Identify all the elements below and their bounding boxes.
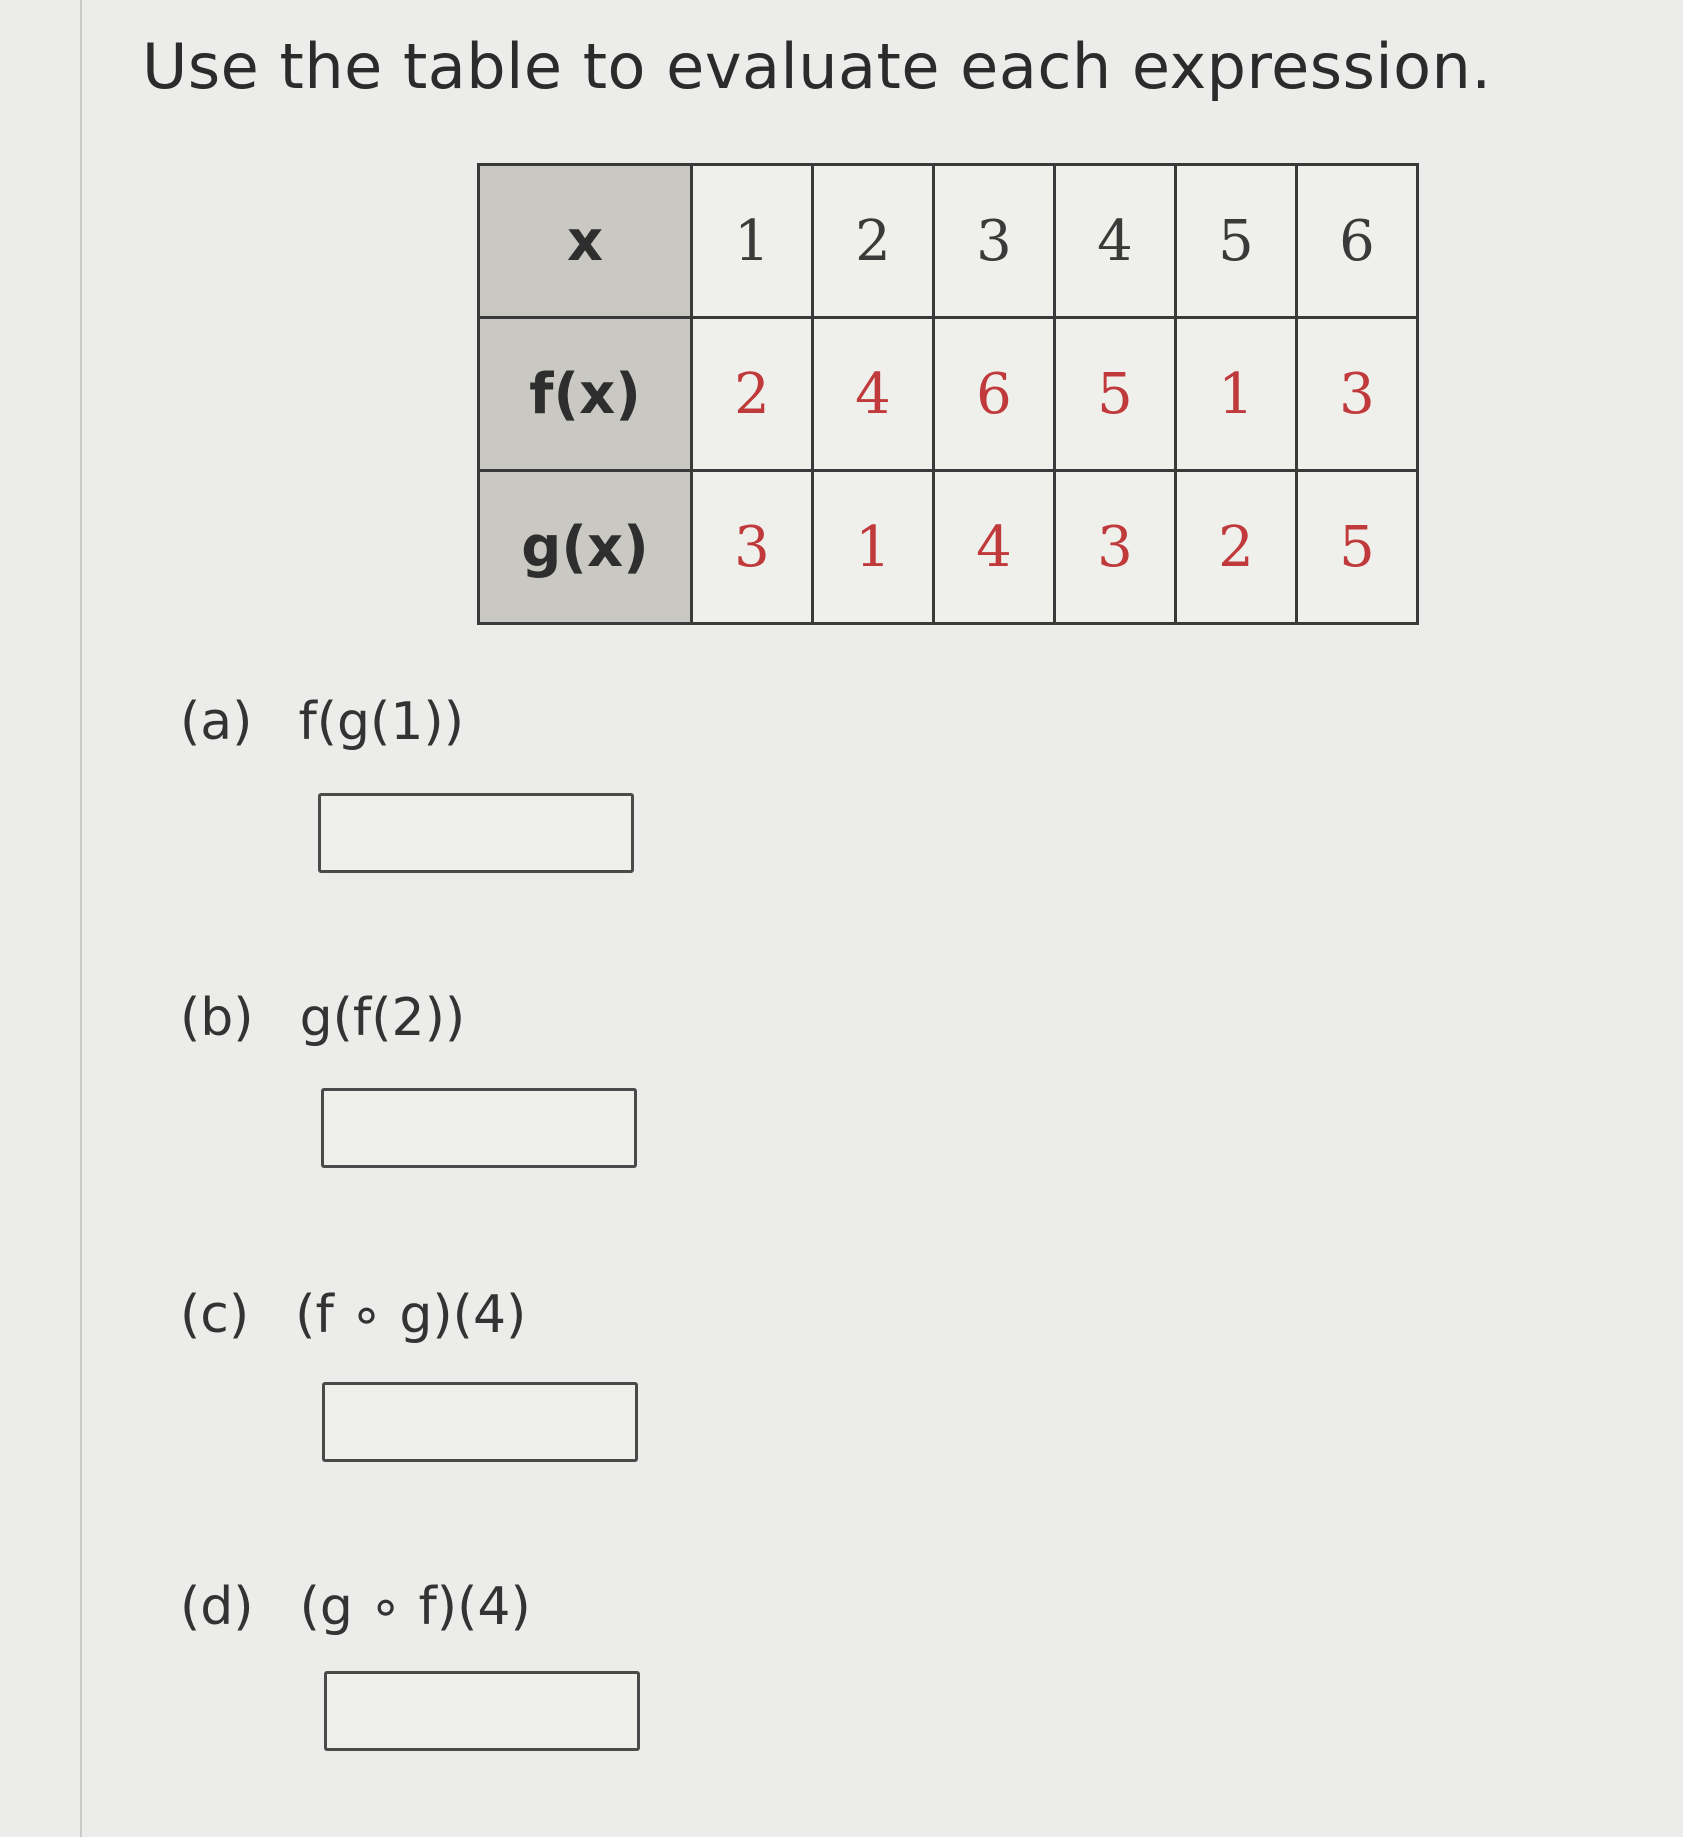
table-cell: 2 — [813, 165, 934, 318]
table-cell: 5 — [1297, 471, 1418, 624]
part-label: (c) — [180, 1285, 250, 1345]
table-cell: 5 — [1055, 318, 1176, 471]
answer-input-a[interactable] — [318, 793, 634, 873]
table-cell: 4 — [813, 318, 934, 471]
left-page-border — [80, 0, 82, 1837]
part-label: (b) — [180, 988, 254, 1048]
table-cell: 1 — [813, 471, 934, 624]
table-row-f — [479, 318, 1418, 471]
table-cell: 2 — [1176, 471, 1297, 624]
part-expression: g(f(2)) — [299, 988, 466, 1048]
table-cell: 2 — [692, 318, 813, 471]
answer-input-c[interactable] — [322, 1382, 638, 1462]
table-cell: 1 — [1176, 318, 1297, 471]
table-cell: 1 — [692, 165, 813, 318]
part-b — [180, 988, 465, 1048]
table-cell: 3 — [1055, 471, 1176, 624]
table-row-g — [479, 471, 1418, 624]
part-expression: f(g(1)) — [298, 692, 464, 752]
answer-input-b[interactable] — [321, 1088, 637, 1168]
table-cell: 3 — [1297, 318, 1418, 471]
table-cell: 6 — [1297, 165, 1418, 318]
part-c — [180, 1285, 526, 1345]
row-header-x: x — [479, 165, 692, 318]
row-header-g: g(x) — [479, 471, 692, 624]
table-cell: 6 — [934, 318, 1055, 471]
row-header-f: f(x) — [479, 318, 692, 471]
part-expression: (g ∘ f)(4) — [299, 1577, 531, 1637]
function-value-table — [477, 163, 1419, 625]
table-cell: 3 — [692, 471, 813, 624]
table-cell: 4 — [934, 471, 1055, 624]
table-cell: 3 — [934, 165, 1055, 318]
part-expression: (f ∘ g)(4) — [295, 1285, 527, 1345]
table-row-x — [479, 165, 1418, 318]
answer-input-d[interactable] — [324, 1671, 640, 1751]
table-cell: 5 — [1176, 165, 1297, 318]
part-a — [180, 692, 464, 752]
table-cell: 4 — [1055, 165, 1176, 318]
part-d — [180, 1577, 531, 1637]
part-label: (a) — [180, 692, 253, 752]
question-prompt: Use the table to evaluate each expression. — [142, 30, 1492, 103]
part-label: (d) — [180, 1577, 254, 1637]
